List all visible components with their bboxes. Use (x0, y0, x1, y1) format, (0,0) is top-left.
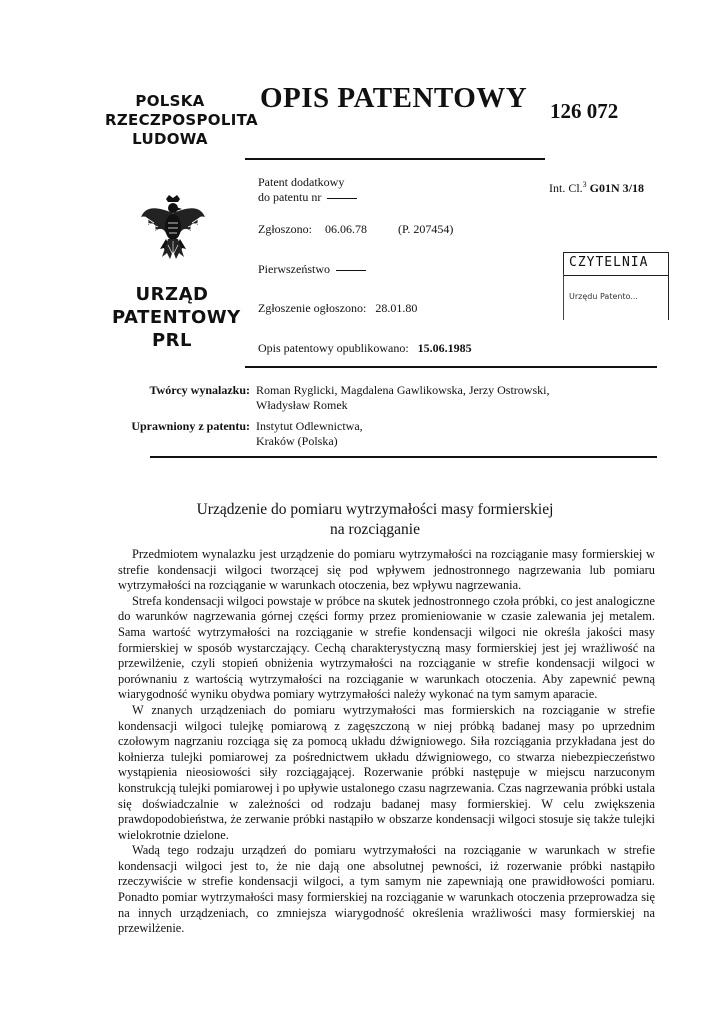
document-title-line: Urządzenie do pomiaru wytrzymałości masy formierskiej (196, 501, 554, 518)
additional-patent-label: Patent dodatkowy (258, 175, 345, 189)
filed-date: 06.06.78 (325, 222, 367, 236)
holder-label: Uprawniony z patentu: (131, 419, 250, 433)
eagle-emblem-icon (138, 193, 208, 263)
fields-divider (245, 366, 657, 368)
office-line: URZĄD (135, 284, 209, 305)
body-paragraph: Przedmiotem wynalazku jest urządzenie do pomiaru wytrzymałości na rozciąganie masy formierskiej w strefie kondensacji wilgoci tworzącej się pod wpływem jednostronnego nagrzewania lub pomiaru wytrzymałości na rozciąganie w warunkach otoczenia, bez wpływu nagrzewania. (118, 547, 655, 593)
published-row: Opis patentowy opublikowano: 15.06.1985 (258, 341, 472, 355)
header-divider (245, 158, 545, 160)
int-cl-classification: Int. Cl.$^3$ G01N 3/18 (549, 180, 645, 195)
creators-line: Roman Ryglicki, Magdalena Gawlikowska, Jerzy Ostrowski, (256, 383, 550, 397)
document-body (118, 547, 655, 937)
office-line: PRL (151, 330, 193, 351)
patent-number: 126 072 (550, 99, 619, 123)
holder-line: Kraków (Polska) (256, 434, 338, 448)
document-type-title: OPIS PATENTOWY (260, 82, 528, 114)
stamp-subtext: Urzędu Patento... (569, 292, 638, 301)
creators-label: Twórcy wynalazku: (149, 383, 250, 397)
filed-row: Zgłoszono: 06.06.78 (P. 207454) (258, 222, 454, 236)
body-paragraph: W znanych urządzeniach do pomiaru wytrzymałości mas formierskich na rozciąganie w strefie kondensacji wilgoci tulejkę pomiarową z zagęszczoną w niej próbką badanej masy po uprzednim czołowym nagrzaniu rozciąga się za pomocą układu dźwigniowego. Siła rozciągania przykładana jest do kołnierza tulejki pomiarowej za pośrednictwem układu dźwigniowego, co stwarza niebezpieczeństwo wystąpienia nieosiowości siły rozciągającej. Rozerwanie próbki następuje w miejscu narzuconym konstrukcją tulejki pomiarowej i po upływie ustalonego czasu nagrzewania. Czas nagrzewania próbki ustala się doświadczalnie w zależności od rodzaju badanej masy formierskiej. W celu zwiększenia prawdopodobieństwa, że zerwanie próbki nastąpiło w obszarze kondensacji wilgoci stosuje się także tulejki wielokrotnie dzielone. (118, 702, 655, 842)
patent-office-name (112, 283, 241, 352)
announced-date: 28.01.80 (375, 301, 418, 315)
country-line: POLSKA (135, 92, 205, 110)
document-title (150, 500, 600, 540)
parties-divider (150, 456, 657, 458)
creators-line: Władysław Romek (256, 398, 348, 412)
document-title-line: na rozciąganie (330, 521, 420, 538)
country-name (105, 92, 258, 149)
body-paragraph: Wadą tego rodzaju urządzeń do pomiaru wytrzymałości na rozciąganie w warunkach w strefie kondensacji wilgoci jest to, że nie dają one absolutnej pewności, iż rozerwanie próbki nastąpiło rzeczywiście w strefie kondensacji wilgoci, a tym samym nie zapewniają one prawidłowości pomiaru. Ponadto pomiar wytrzymałości masy formierskiej na rozciąganie w warunkach otoczenia przeprowadza się na innych urządzeniach, co zmniejsza wiarygodność określenia wrażliwości masy formierskiej na przewilżenie. (118, 843, 655, 936)
office-line: PATENTOWY (112, 307, 241, 328)
country-line: LUDOWA (132, 130, 208, 148)
announced-row: Zgłoszenie ogłoszono: 28.01.80 (258, 301, 418, 315)
priority-row: Pierwszeństwo (258, 262, 366, 277)
country-line: RZECZPOSPOLITA (105, 111, 258, 129)
published-date: 15.06.1985 (417, 341, 472, 355)
filed-ref: (P. 207454) (398, 222, 454, 236)
empty-value-dash (327, 198, 357, 199)
int-cl-value: G01N 3/18 (589, 181, 645, 195)
library-stamp (563, 252, 673, 322)
holder-line: Instytut Odlewnictwa, (256, 419, 363, 433)
stamp-text: CZYTELNIA (569, 255, 649, 270)
body-paragraph: Strefa kondensacji wilgoci powstaje w próbce na skutek jednostronnego czoła próbki, co jest analogiczne do warunków nagrzewania górnej części formy przez promieniowanie w czasie zalewania jej metalem. Sama wartość wytrzymałości na rozciąganie w strefie kondensacji wilgoci nie określa jakości masy formierskiej w sposób wystarczający. Cechą charakterystyczną masy formierskiej jest jej wrażliwość na przewilżenie, czyli stopień obniżenia wytrzymałości na rozciąganie w strefie kondensacji wilgoci w porównaniu z wartością wytrzymałości na rozciąganie w warunkach otoczenia. Aby zapewnić pewną wiarygodność wyniku obydwa pomiary wytrzymałości należy wykonać na tym samym aparacie. (118, 593, 655, 702)
int-cl-sup: 3 (582, 180, 587, 189)
parent-patent-label: do patentu nr (258, 190, 357, 205)
empty-value-dash (336, 270, 366, 271)
